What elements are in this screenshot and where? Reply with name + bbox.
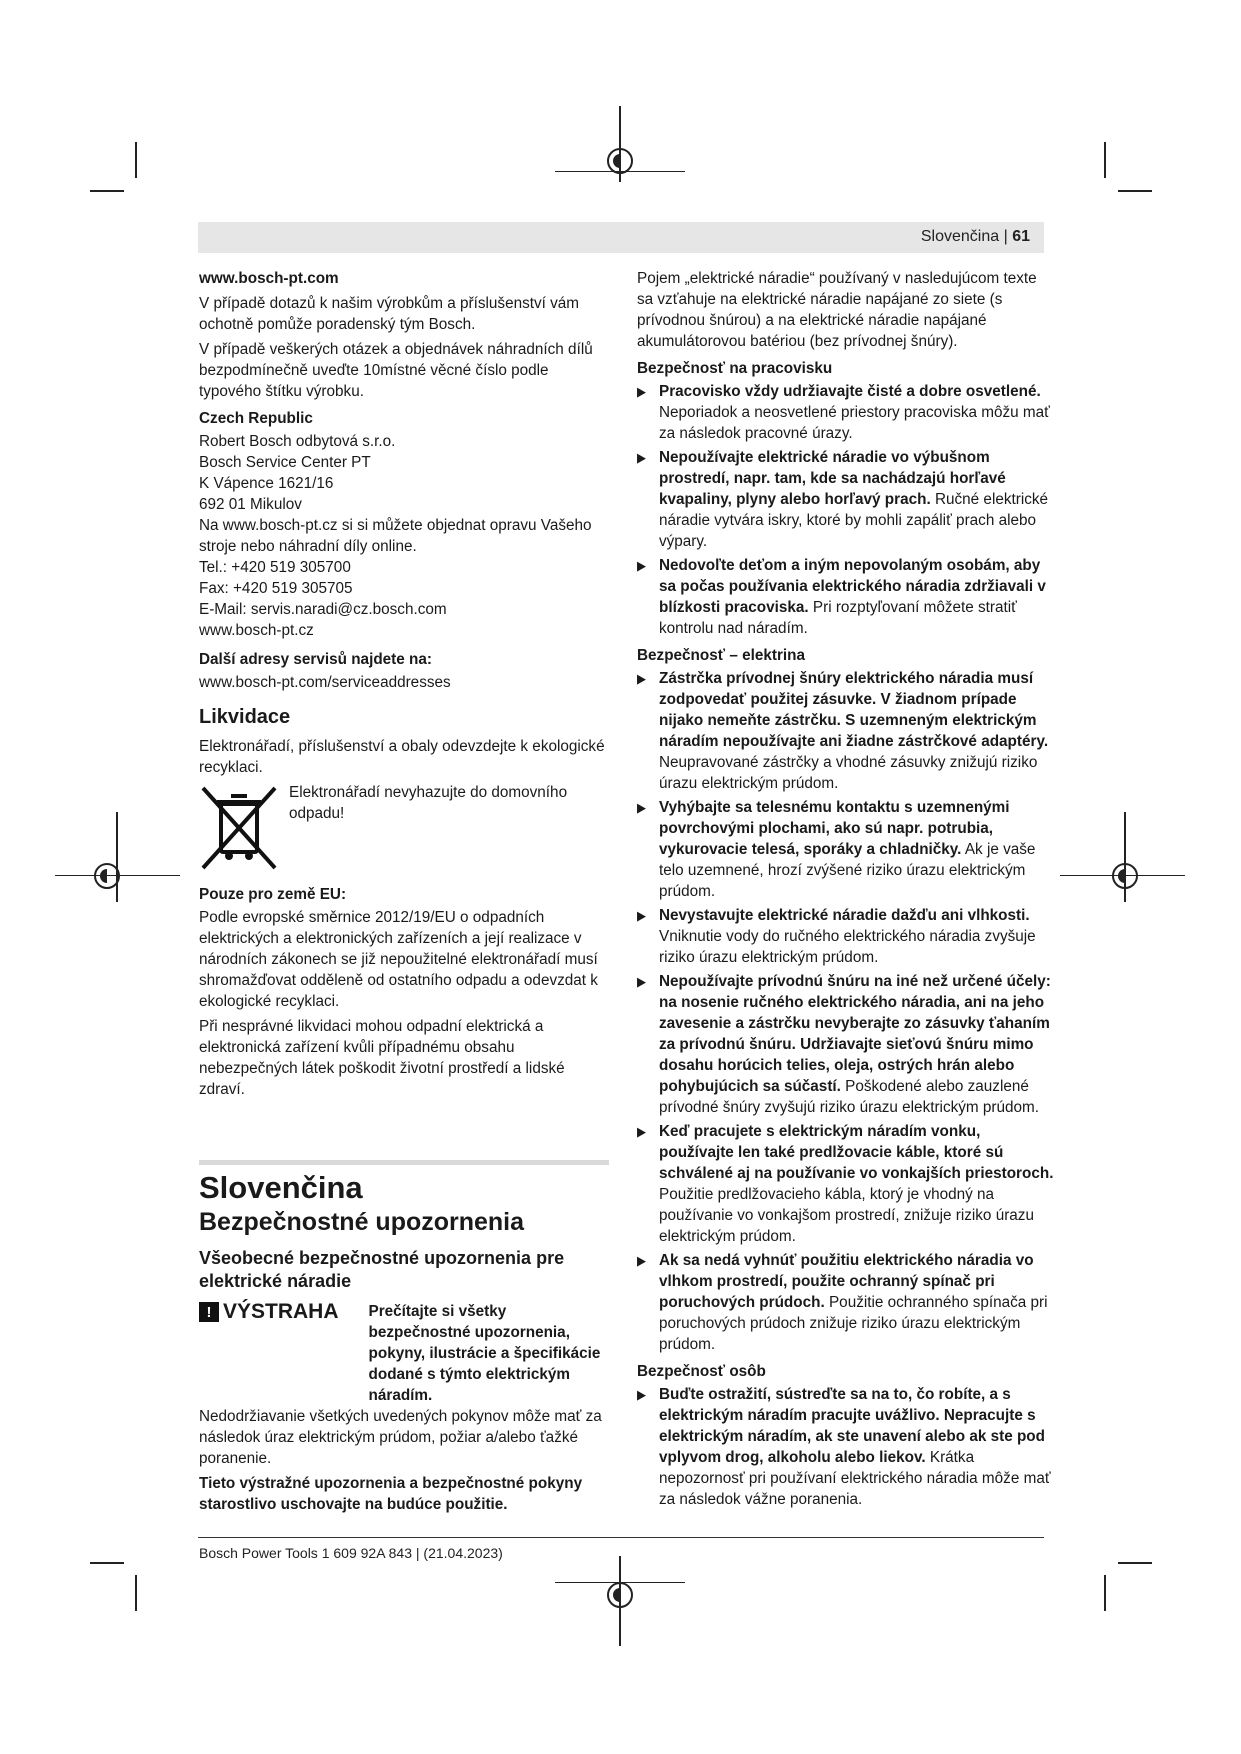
disposal-paragraph: Elektronářadí, příslušenství a obaly odevzdejte k ekologické recyklaci.: [199, 738, 605, 776]
item-text: Ak je vaše telo uzemnené, hrozí zvýšené riziko úrazu elektrickým prúdom.: [659, 841, 1036, 900]
item-text: Použitie predlžovacieho kábla, ktorý je vhodný na používanie vo vonkajšom prostredí, znižuje riziko úrazu elektrickým prúdom.: [659, 1186, 1034, 1245]
keep-instructions: Tieto výstražné upozornenia a bezpečnostné pokyny starostlivo uschovajte na budúce použitie.: [199, 1475, 583, 1513]
language-title: Slovenčina: [199, 1170, 363, 1205]
crop-mark: [90, 190, 124, 192]
warning-triangle-icon: !: [199, 1302, 219, 1322]
item-bold: Nevystavujte elektrické náradie dažďu ani vlhkosti.: [659, 907, 1030, 924]
list-item: [637, 668, 1055, 794]
item-text: Použitie ochranného spínača pri poruchových prúdoch znižuje riziko úrazu elektrickým prúdom.: [659, 1294, 1048, 1353]
list-item: [637, 1250, 1055, 1355]
bullet-arrow-icon: ▶: [637, 450, 646, 465]
weee-text: Elektronářadí nevyhazujte do domovního odpadu!: [289, 784, 568, 822]
disposal-heading: Likvidace: [199, 706, 291, 728]
item-text: Ručné elektrické náradie vytvára iskry, ktoré by mohli zapáliť prach alebo výpary.: [659, 491, 1049, 550]
item-text: Vniknutie vody do ručného elektrického náradia zvyšuje riziko úrazu elektrickým prúdom.: [659, 928, 1036, 966]
registration-target-icon: [94, 863, 120, 889]
item-text: Neupravované zástrčky a vhodné zásuvky znižujú riziko úrazu elektrickým prúdom.: [659, 754, 1038, 792]
item-bold: Buďte ostražití, sústreďte sa na to, čo robíte, a s elektrickým náradím pracujte uvážlivo. Nepracujte s elektrickým náradím, ak ste unavení alebo ak ste pod vplyvom drog, alkoholu alebo liekov.: [659, 1386, 1045, 1466]
more-addresses-heading: Další adresy servisů najdete na:: [199, 651, 432, 668]
intro-paragraph: Pojem „elektrické náradie“ používaný v nasledujúcom texte sa vzťahuje na elektrické náradie napájané zo siete (s prívodnou šnúrou) a na elektrické náradie napájané akumulátorovou batériou (bez prívodnej šnúry).: [637, 270, 1037, 350]
registration-target-icon: [607, 1582, 633, 1608]
address-block: [199, 431, 609, 641]
list-item: [637, 555, 1055, 639]
item-bold: Nedovoľte deťom a iným nepovolaným osobám, aby sa počas používania elektrického náradia zdržiavali v blízkosti pracoviska.: [659, 557, 1046, 616]
crop-mark: [135, 142, 137, 178]
website-link[interactable]: www.bosch-pt.com: [199, 270, 339, 287]
header-label: [921, 228, 1030, 246]
eu-paragraph: Při nesprávné likvidaci mohou odpadní elektrická a elektronická zařízení kvůli případnému obsahu nebezpečných látek poškodit životní prostředí a lidské zdraví.: [199, 1018, 565, 1098]
warning-note: Nedodržiavanie všetkých uvedených pokynov môže mať za následok úraz elektrickým prúdom, požiar a/alebo ťažké poranenie.: [199, 1408, 602, 1467]
item-bold: Pracovisko vždy udržiavajte čisté a dobre osvetlené.: [659, 383, 1041, 400]
weee-notice: [199, 782, 609, 874]
bullet-arrow-icon: ▶: [637, 974, 646, 989]
warning-text: Prečítajte si všetky bezpečnostné upozornenia, pokyny, ilustrácie a špecifikácie dodané s týmto elektrickým náradím.: [368, 1303, 601, 1404]
address-line: Robert Bosch odbytová s.r.o.: [199, 433, 396, 450]
header-divider: |: [1003, 228, 1008, 245]
address-line: E-Mail: servis.naradi@cz.bosch.com: [199, 601, 447, 618]
paragraph: V případě veškerých otázek a objednávek náhradních dílů bezpodmínečně uveďte 10místné věcné číslo podle typového štítku výrobku.: [199, 341, 593, 400]
registration-target-icon: [1112, 863, 1138, 889]
item-bold: Nepoužívajte prívodnú šnúru na iné než určené účely: na nosenie ručného elektrického náradia, ani na jeho zavesenie a zástrčku nevyberajte zo zásuvky ťahaním za prívodnú šnúru. Udržiavajte sieťovú šnúru mimo dosahu horúcich telies, oleja, ostrých hrán alebo pohybujúcich sa súčastí.: [659, 973, 1051, 1095]
crop-mark: [1118, 1562, 1152, 1564]
paragraph: V případě dotazů k našim výrobkům a příslušenství vám ochotně pomůže poradenský tým Bosch.: [199, 295, 580, 333]
registration-target-icon: [607, 148, 633, 174]
bullet-arrow-icon: ▶: [637, 384, 646, 399]
left-column: [199, 268, 609, 1519]
list-item: [637, 797, 1055, 902]
warning-badge: [199, 1301, 339, 1322]
warning-block: [199, 1301, 609, 1406]
address-line: Tel.: +420 519 305700: [199, 559, 351, 576]
crop-mark: [1104, 1575, 1106, 1611]
crop-mark: [90, 1562, 124, 1564]
item-bold: Keď pracujete s elektrickým náradím vonku, používajte len také predlžovacie káble, ktoré sú schválené aj na používanie vo vonkajších priestoroch.: [659, 1123, 1054, 1182]
header-language: Slovenčina: [920, 228, 1000, 245]
address-line: 692 01 Mikulov: [199, 496, 302, 513]
section-divider: [199, 1160, 609, 1165]
list-item: [637, 905, 1055, 968]
address-line: Bosch Service Center PT: [199, 454, 371, 471]
eu-heading: Pouze pro země EU:: [199, 886, 347, 903]
item-bold: Vyhýbajte sa telesnému kontaktu s uzemnenými povrchovými plochami, ako sú napr. potrubia, vykurovacie telesá, sporáky a chladničky.: [659, 799, 1010, 858]
bullet-arrow-icon: ▶: [637, 558, 646, 573]
registration-line: [116, 812, 118, 902]
address-line: Fax: +420 519 305705: [199, 580, 353, 597]
item-text: Krátka nepozornosť pri používaní elektrického náradia môže mať za následok vážne poranenia.: [659, 1449, 1051, 1508]
safety-title: Bezpečnostné upozornenia: [199, 1208, 525, 1236]
list-item: [637, 1121, 1055, 1247]
item-bold: Zástrčka prívodnej šnúry elektrického náradia musí zodpovedať použitej zásuvke. V žiadnom prípade nijako nemeňte zástrčku. S uzemneným elektrickým náradím nepoužívajte ani žiadne zástrčkové adaptéry.: [659, 670, 1049, 750]
bullet-arrow-icon: ▶: [637, 671, 646, 686]
footer-text: Bosch Power Tools 1 609 92A 843 | (21.04.2023): [199, 1545, 503, 1561]
bullet-arrow-icon: ▶: [637, 1124, 646, 1139]
item-bold: Ak sa nedá vyhnúť použitiu elektrického náradia vo vlhkom prostredí, použite ochranný spínač pri poruchových prúdoch.: [659, 1252, 1034, 1311]
crop-mark: [1118, 190, 1152, 192]
general-safety-title: Všeobecné bezpečnostné upozornenia pre elektrické náradie: [199, 1248, 565, 1291]
crop-mark: [135, 1575, 137, 1611]
item-text: Pri rozptyľovaní môžete stratiť kontrolu nad náradím.: [659, 599, 1017, 637]
section-heading: Bezpečnosť osôb: [637, 1363, 766, 1380]
crop-mark: [1104, 142, 1106, 178]
section-heading: Bezpečnosť na pracovisku: [637, 360, 833, 377]
item-text: Poškodené alebo zauzlené prívodné šnúry zvyšujú riziko úrazu elektrickým prúdom.: [659, 1078, 1040, 1116]
footer-rule: [198, 1537, 1044, 1538]
page-number: 61: [1012, 228, 1030, 245]
bullet-arrow-icon: ▶: [637, 908, 646, 923]
list-item: [637, 381, 1055, 444]
item-text: Neporiadok a neosvetlené priestory pracoviska môžu mať za následok pracovné úrazy.: [659, 404, 1050, 442]
crossed-out-bin-icon: [199, 782, 279, 874]
bullet-arrow-icon: ▶: [637, 1387, 646, 1402]
bullet-arrow-icon: ▶: [637, 800, 646, 815]
warning-label: VÝSTRAHA: [223, 1300, 339, 1323]
section-heading: Bezpečnosť – elektrina: [637, 647, 806, 664]
page-header: [198, 222, 1044, 253]
country-heading: Czech Republic: [199, 410, 313, 427]
right-column: [637, 268, 1055, 1513]
list-item: [637, 1384, 1055, 1510]
address-line: K Vápence 1621/16: [199, 475, 334, 492]
list-item: [637, 447, 1055, 552]
address-line: Na www.bosch-pt.cz si si můžete objednat opravu Vašeho stroje nebo náhradní díly online.: [199, 517, 592, 555]
eu-paragraph: Podle evropské směrnice 2012/19/EU o odpadních elektrických a elektronických zařízeních a její realizace v národních zákonech se již nepoužitelné elektronářadí musí shromažďovat odděleně od ostatního odpadu a odevzdat k ekologické recyklaci.: [199, 909, 598, 1010]
item-bold: Nepoužívajte elektrické náradie vo výbušnom prostredí, napr. tam, kde sa nachádzajú horľavé kvapaliny, plyny alebo horľavý prach.: [659, 449, 1006, 508]
list-item: [637, 971, 1055, 1118]
address-line[interactable]: www.bosch-pt.cz: [199, 622, 314, 639]
bullet-arrow-icon: ▶: [637, 1253, 646, 1268]
more-addresses-link[interactable]: www.bosch-pt.com/serviceaddresses: [199, 674, 451, 691]
